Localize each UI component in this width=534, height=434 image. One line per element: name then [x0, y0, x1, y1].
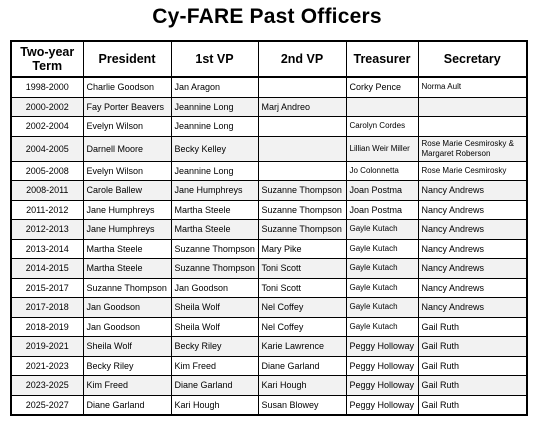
second-vp-cell: [258, 161, 346, 181]
president-cell: Becky Riley: [83, 356, 171, 376]
first-vp-cell: Sheila Wolf: [171, 317, 258, 337]
second-vp-cell: Kari Hough: [258, 376, 346, 396]
treasurer-cell: Peggy Holloway: [346, 376, 418, 396]
secretary-cell: Gail Ruth: [418, 317, 527, 337]
treasurer-cell: Jo Colonnetta: [346, 161, 418, 181]
second-vp-cell: Susan Blowey: [258, 395, 346, 415]
table-row: [11, 200, 527, 220]
first-vp-cell: Suzanne Thompson: [171, 259, 258, 279]
column-header-treasurer: Treasurer: [346, 41, 418, 77]
first-vp-cell: Jan Aragon: [171, 77, 258, 97]
first-vp-cell: Suzanne Thompson: [171, 239, 258, 259]
term-cell: 2000-2002: [11, 97, 83, 117]
table-row: [11, 117, 527, 137]
column-header-secretary: Secretary: [418, 41, 527, 77]
term-cell: 2005-2008: [11, 161, 83, 181]
term-cell: 2015-2017: [11, 278, 83, 298]
treasurer-cell: Carolyn Cordes: [346, 117, 418, 137]
term-cell: 2017-2018: [11, 298, 83, 318]
second-vp-cell: Diane Garland: [258, 356, 346, 376]
table-row: [11, 181, 527, 201]
term-cell: 2019-2021: [11, 337, 83, 357]
term-cell: 2011-2012: [11, 200, 83, 220]
table-row: [11, 337, 527, 357]
second-vp-cell: [258, 136, 346, 161]
president-cell: Carole Ballew: [83, 181, 171, 201]
secretary-cell: Nancy Andrews: [418, 181, 527, 201]
secretary-cell: Gail Ruth: [418, 376, 527, 396]
president-cell: Jane Humphreys: [83, 220, 171, 240]
term-cell: 2013-2014: [11, 239, 83, 259]
column-header-term: Two-year Term: [11, 41, 83, 77]
treasurer-cell: Gayle Kutach: [346, 220, 418, 240]
table-row: [11, 395, 527, 415]
table-row: [11, 97, 527, 117]
secretary-cell: Nancy Andrews: [418, 200, 527, 220]
first-vp-cell: Becky Kelley: [171, 136, 258, 161]
term-cell: 2002-2004: [11, 117, 83, 137]
term-cell: 2018-2019: [11, 317, 83, 337]
president-cell: Evelyn Wilson: [83, 161, 171, 181]
president-cell: Diane Garland: [83, 395, 171, 415]
column-header-president: President: [83, 41, 171, 77]
first-vp-cell: Kari Hough: [171, 395, 258, 415]
second-vp-cell: Suzanne Thompson: [258, 220, 346, 240]
page-title: Cy-FARE Past Officers: [152, 5, 382, 28]
president-cell: Jan Goodson: [83, 298, 171, 318]
table-body: [11, 77, 527, 415]
first-vp-cell: Kim Freed: [171, 356, 258, 376]
treasurer-cell: Gayle Kutach: [346, 259, 418, 279]
treasurer-cell: Peggy Holloway: [346, 395, 418, 415]
president-cell: Jane Humphreys: [83, 200, 171, 220]
treasurer-cell: Peggy Holloway: [346, 337, 418, 357]
table-row: [11, 220, 527, 240]
secretary-cell: Gail Ruth: [418, 337, 527, 357]
treasurer-cell: [346, 97, 418, 117]
secretary-cell: [418, 97, 527, 117]
secretary-cell: Nancy Andrews: [418, 278, 527, 298]
first-vp-cell: Martha Steele: [171, 220, 258, 240]
treasurer-cell: Joan Postma: [346, 181, 418, 201]
president-cell: Evelyn Wilson: [83, 117, 171, 137]
president-cell: Martha Steele: [83, 239, 171, 259]
term-cell: 2025-2027: [11, 395, 83, 415]
second-vp-cell: Toni Scott: [258, 278, 346, 298]
secretary-cell: Nancy Andrews: [418, 239, 527, 259]
table-row: [11, 278, 527, 298]
secretary-cell: Norma Ault: [418, 77, 527, 97]
secretary-cell: Rose Marie Cesmirosky & Margaret Roberson: [418, 136, 527, 161]
table-row: [11, 239, 527, 259]
first-vp-cell: Sheila Wolf: [171, 298, 258, 318]
table-row: [11, 298, 527, 318]
table-row: [11, 317, 527, 337]
officers-table: [10, 40, 528, 416]
second-vp-cell: [258, 117, 346, 137]
term-cell: 2014-2015: [11, 259, 83, 279]
second-vp-cell: [258, 77, 346, 97]
term-cell: 2012-2013: [11, 220, 83, 240]
president-cell: Jan Goodson: [83, 317, 171, 337]
first-vp-cell: Jan Goodson: [171, 278, 258, 298]
term-cell: 2021-2023: [11, 356, 83, 376]
first-vp-cell: Martha Steele: [171, 200, 258, 220]
first-vp-cell: Jane Humphreys: [171, 181, 258, 201]
second-vp-cell: Suzanne Thompson: [258, 200, 346, 220]
first-vp-cell: Becky Riley: [171, 337, 258, 357]
first-vp-cell: Diane Garland: [171, 376, 258, 396]
first-vp-cell: Jeannine Long: [171, 161, 258, 181]
column-header-2nd-vp: 2nd VP: [258, 41, 346, 77]
second-vp-cell: Nel Coffey: [258, 298, 346, 318]
president-cell: Sheila Wolf: [83, 337, 171, 357]
president-cell: Fay Porter Beavers: [83, 97, 171, 117]
secretary-cell: Nancy Andrews: [418, 259, 527, 279]
table-row: [11, 77, 527, 97]
secretary-cell: Rose Marie Cesmirosky: [418, 161, 527, 181]
treasurer-cell: Gayle Kutach: [346, 317, 418, 337]
table-row: [11, 356, 527, 376]
president-cell: Suzanne Thompson: [83, 278, 171, 298]
second-vp-cell: Suzanne Thompson: [258, 181, 346, 201]
second-vp-cell: Toni Scott: [258, 259, 346, 279]
first-vp-cell: Jeannine Long: [171, 97, 258, 117]
president-cell: Charlie Goodson: [83, 77, 171, 97]
term-cell: 2008-2011: [11, 181, 83, 201]
president-cell: Martha Steele: [83, 259, 171, 279]
table-row: [11, 161, 527, 181]
treasurer-cell: Gayle Kutach: [346, 239, 418, 259]
table-row: [11, 136, 527, 161]
president-cell: Kim Freed: [83, 376, 171, 396]
column-header-1st-vp: 1st VP: [171, 41, 258, 77]
second-vp-cell: Nel Coffey: [258, 317, 346, 337]
treasurer-cell: Corky Pence: [346, 77, 418, 97]
first-vp-cell: Jeannine Long: [171, 117, 258, 137]
treasurer-cell: Gayle Kutach: [346, 278, 418, 298]
term-cell: 2023-2025: [11, 376, 83, 396]
header-row: [11, 41, 527, 77]
treasurer-cell: Joan Postma: [346, 200, 418, 220]
second-vp-cell: Marj Andreo: [258, 97, 346, 117]
treasurer-cell: Gayle Kutach: [346, 298, 418, 318]
treasurer-cell: Peggy Holloway: [346, 356, 418, 376]
treasurer-cell: Lillian Weir Miller: [346, 136, 418, 161]
secretary-cell: Nancy Andrews: [418, 220, 527, 240]
table-row: [11, 259, 527, 279]
president-cell: Darnell Moore: [83, 136, 171, 161]
term-cell: 2004-2005: [11, 136, 83, 161]
secretary-cell: [418, 117, 527, 137]
secretary-cell: Gail Ruth: [418, 395, 527, 415]
table-row: [11, 376, 527, 396]
secretary-cell: Nancy Andrews: [418, 298, 527, 318]
second-vp-cell: Karie Lawrence: [258, 337, 346, 357]
term-cell: 1998-2000: [11, 77, 83, 97]
secretary-cell: Gail Ruth: [418, 356, 527, 376]
second-vp-cell: Mary Pike: [258, 239, 346, 259]
